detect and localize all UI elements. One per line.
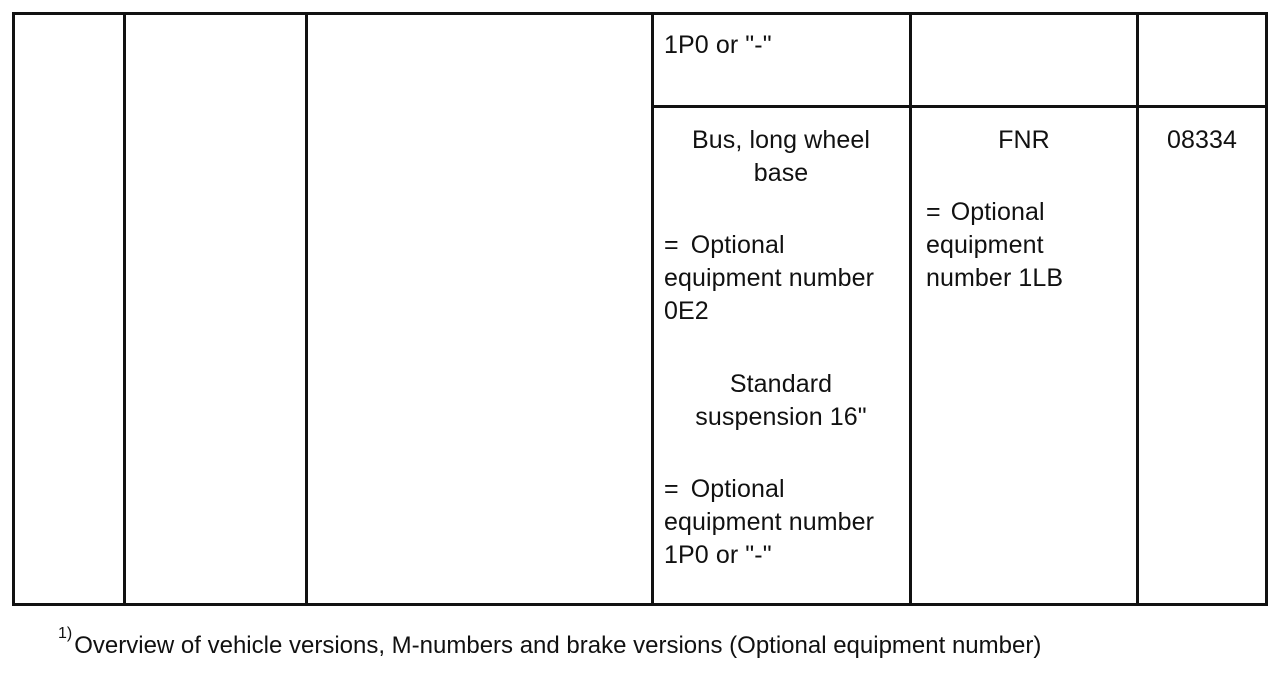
- column-divider-3: [651, 12, 654, 606]
- brake-optional-equipment: [926, 196, 1063, 295]
- brake-optional-line1: Optional: [950, 198, 1045, 226]
- vehicle-version-line2: base: [753, 159, 809, 187]
- table-top-border: [12, 12, 1268, 15]
- column-divider-1: [123, 12, 126, 606]
- optional-equipment-2-line1: Optional: [690, 475, 785, 503]
- table-left-border: [12, 12, 15, 606]
- optional-equipment-1-line3: 0E2: [664, 297, 709, 325]
- footnote-text: Overview of vehicle versions, M-numbers and brake versions (Optional equipment number): [74, 632, 1042, 659]
- optional-equipment-2: [664, 473, 874, 572]
- footnote: [58, 625, 1041, 661]
- column-divider-5: [1136, 12, 1139, 606]
- brake-optional-line2: equipment: [926, 231, 1044, 259]
- vehicle-version-text: [658, 124, 904, 190]
- column-divider-2: [305, 12, 308, 606]
- vehicle-version-line1: Bus, long wheel: [691, 126, 870, 154]
- row1-vehicle-cell: 1P0 or "-": [664, 31, 772, 59]
- equals-symbol: =: [664, 231, 679, 259]
- optional-equipment-1-line1: Optional: [690, 231, 785, 259]
- table-bottom-border: [12, 603, 1268, 606]
- implies-symbol: =: [926, 198, 941, 226]
- suspension-line2: suspension 16": [695, 403, 867, 431]
- table-right-border: [1265, 12, 1268, 606]
- column-divider-4: [909, 12, 912, 606]
- equals-symbol: =: [664, 475, 679, 503]
- optional-equipment-2-line3: 1P0 or "-": [664, 541, 772, 569]
- row-divider: [652, 105, 1268, 108]
- suspension-line1: Standard: [729, 370, 833, 398]
- brake-code: FNR: [998, 126, 1050, 154]
- optional-equipment-1-line2: equipment number: [664, 264, 875, 292]
- footnote-marker: 1): [58, 625, 73, 642]
- optional-equipment-2-line2: equipment number: [664, 508, 875, 536]
- suspension-text: [658, 368, 904, 434]
- m-number: 08334: [1166, 126, 1238, 154]
- brake-optional-line3: number 1LB: [926, 264, 1064, 292]
- optional-equipment-1: [664, 229, 874, 328]
